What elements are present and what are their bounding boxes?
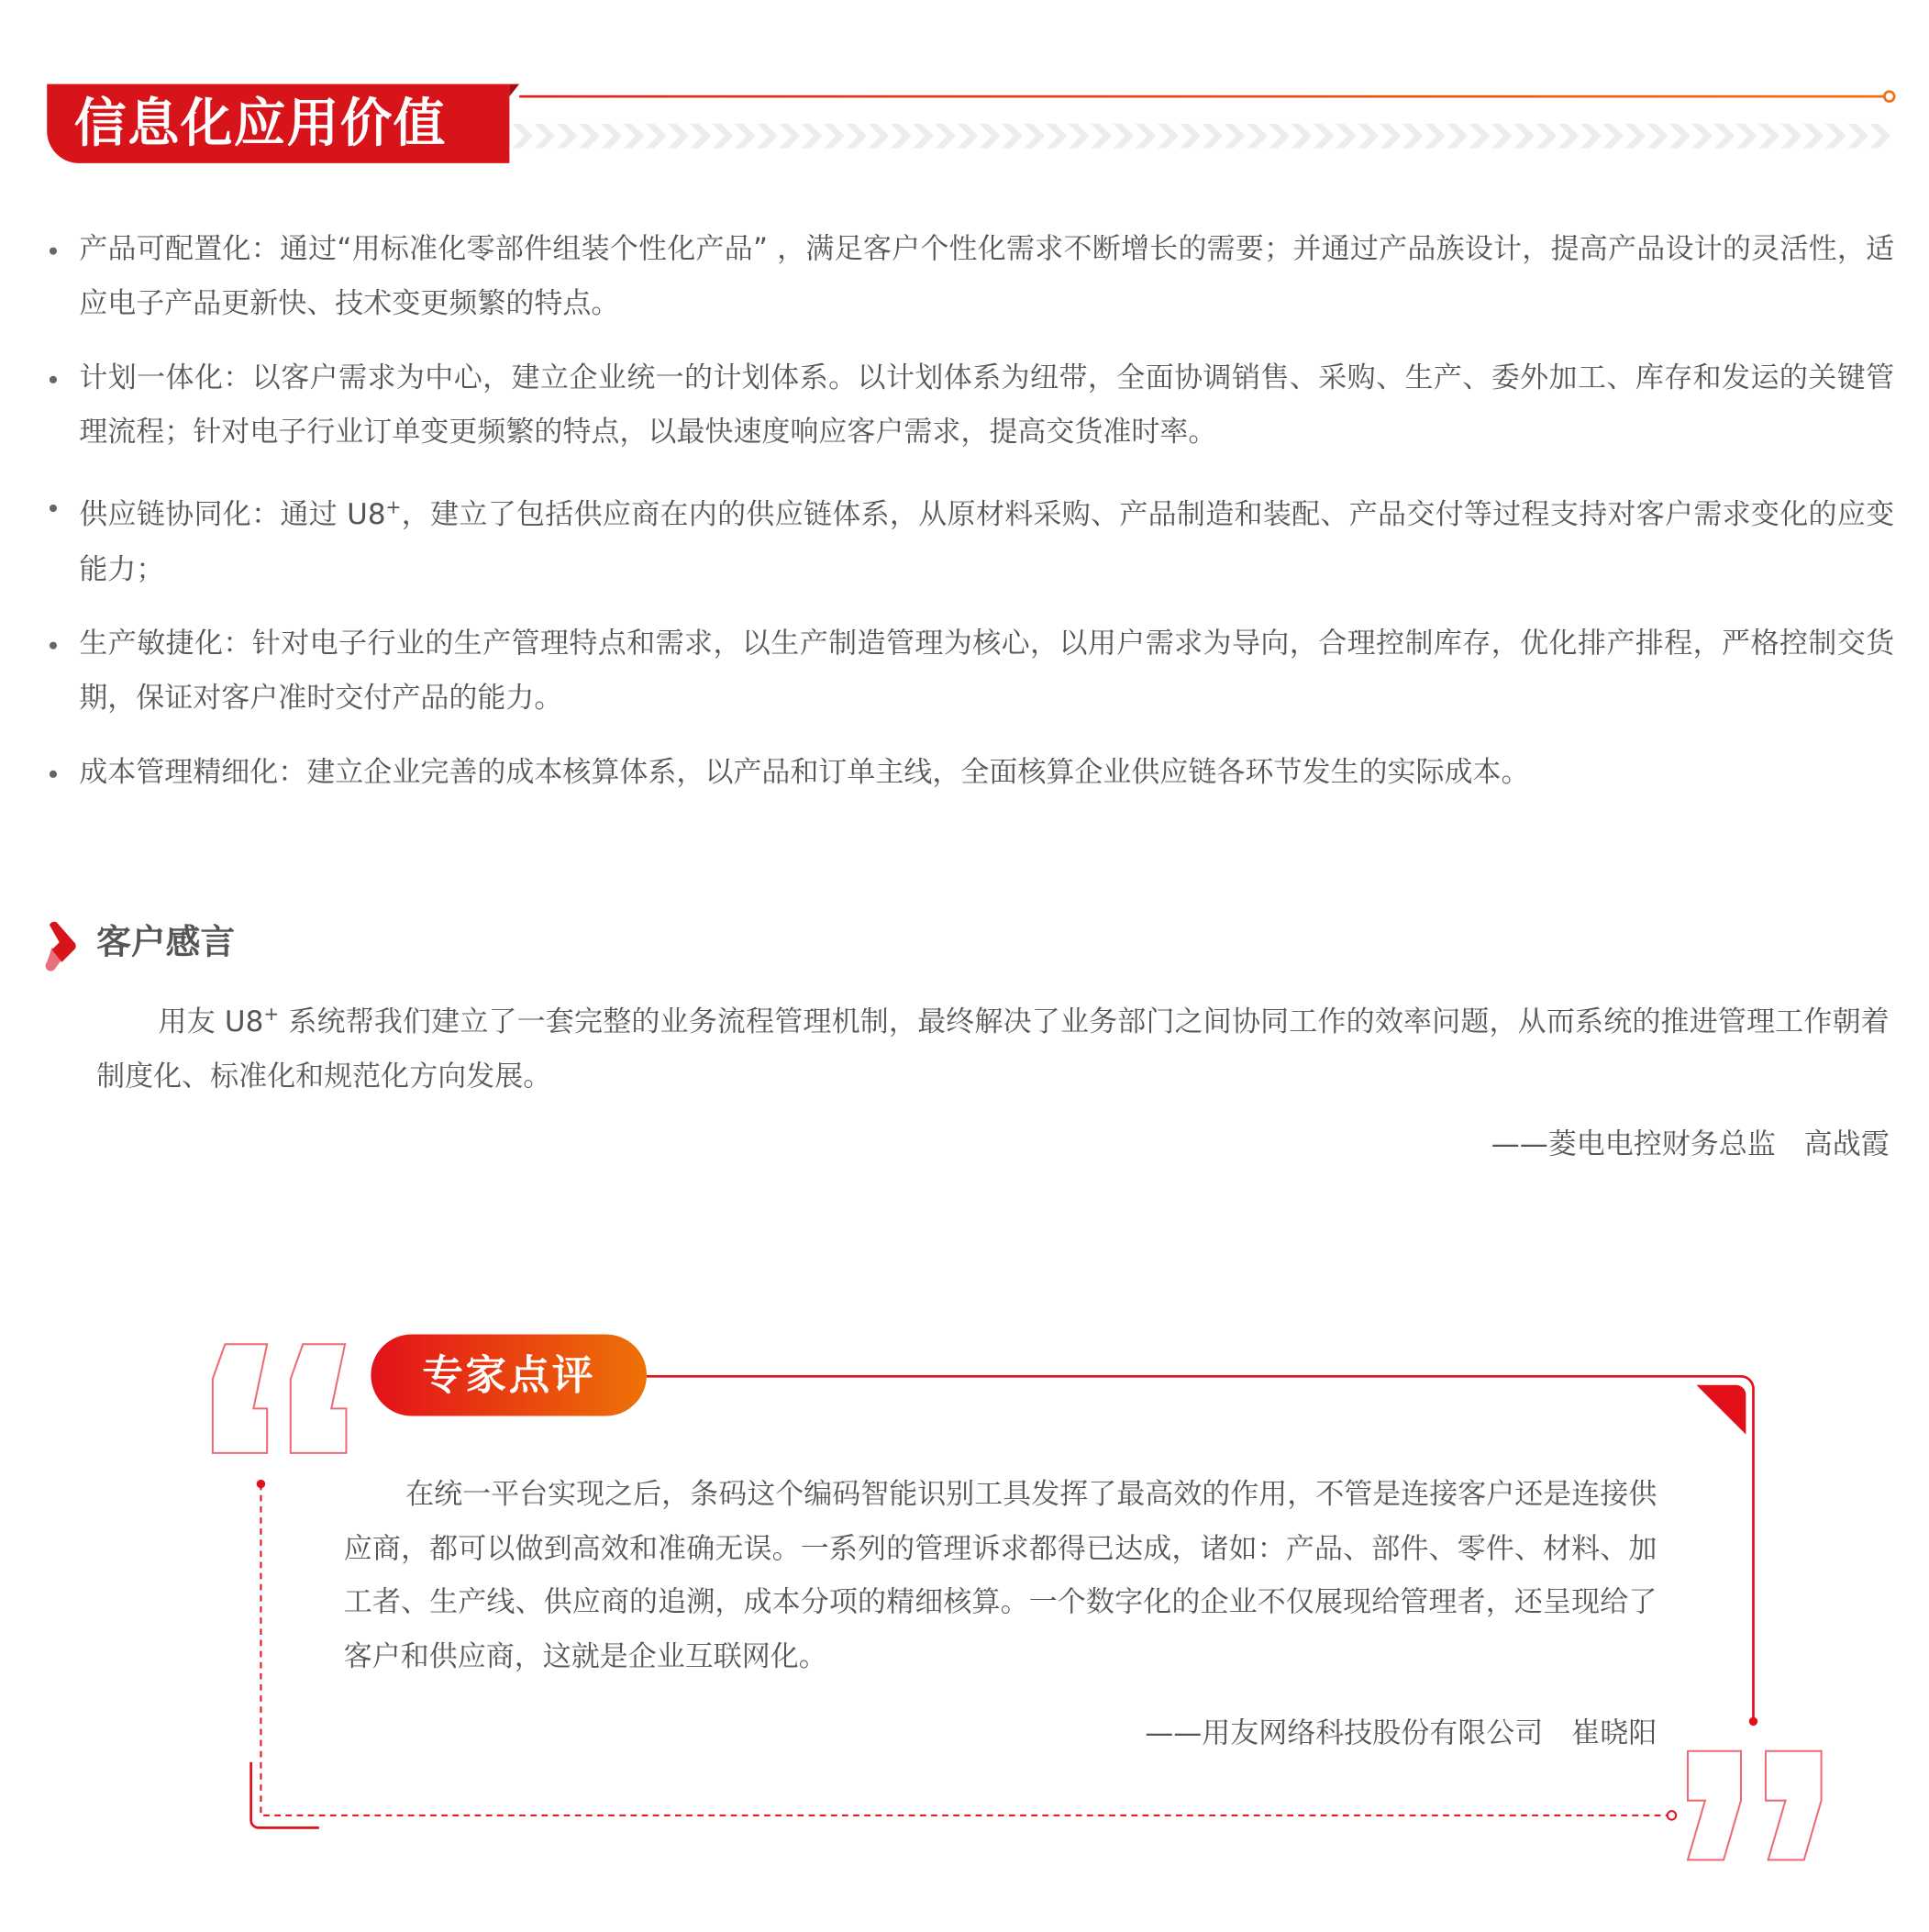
chevron-marker-icon — [45, 920, 82, 972]
bullet-item: 产品可配置化：通过“用标准化零部件组装个性化产品” ，满足客户个性化需求不断增长的需要；并通过产品族设计，提高产品设计的灵活性，适应电子产品更新快、技术变更频繁的特点。 — [50, 223, 1894, 332]
title-divider-line — [519, 95, 1884, 98]
chevron-pattern-decoration — [512, 124, 1891, 149]
customer-quote — [96, 987, 1890, 1105]
expert-heading: 专家点评 — [371, 1334, 647, 1416]
bullet-text: ，建立了包括供应商在内的供应链体系，从原材料采购、产品制造和装配、产品交付等过程支持对客户需求变化的应变能力； — [79, 499, 1895, 586]
bullet-item: 成本管理精细化：建立企业完善的成本核算体系，以产品和订单主线，全面核算企业供应链各环节发生的实际成本。 — [50, 745, 1894, 799]
title-fold-decoration — [509, 84, 519, 96]
bullet-text: 供应链协同化：通过 U8 — [79, 499, 386, 532]
value-bullet-list — [50, 223, 1894, 820]
corner-triangle — [1696, 1385, 1746, 1435]
bullet-item: 计划一体化：以客户需求为中心，建立企业统一的计划体系。以计划体系为纽带，全面协调销售、采购、生产、委外加工、库存和发运的关键管理流程；针对电子行业订单变更频繁的特点，以最快速度响应客户需求，提高交货准时率。 — [50, 351, 1894, 461]
line-end-circle-icon — [1883, 90, 1895, 102]
section-title: 信息化应用价值 — [47, 84, 509, 163]
close-quote-icon — [1688, 1751, 1822, 1860]
expert-attribution: ——用友网络科技股份有限公司 崔晓阳 — [1145, 1717, 1657, 1750]
customer-heading: 客户感言 — [96, 921, 236, 962]
superscript: + — [263, 1003, 280, 1026]
quote-text: 用友 U8 — [158, 1005, 264, 1038]
bullet-item: 生产敏捷化：针对电子行业的生产管理特点和需求，以生产制造管理为核心，以用户需求为导向，合理控制库存，优化排产排程，严格控制交货期，保证对客户准时交付产品的能力。 — [50, 616, 1894, 726]
bullet-item — [50, 480, 1894, 597]
superscript: + — [385, 495, 402, 518]
customer-attribution: ——菱电电控财务总监 高战霞 — [1491, 1128, 1890, 1161]
open-quote-icon — [213, 1344, 347, 1453]
expert-quote: 在统一平台实现之后，条码这个编码智能识别工具发挥了最高效的作用，不管是连接客户还是连接供应商，都可以做到高效和准确无误。一系列的管理诉求都得已达成，诸如：产品、部件、零件、材料、加工者、生产线、供应商的追溯，成本分项的精细核算。一个数字化的企业不仅展现给管理者，还呈现给了客户和供应商，这就是企业互联网化。 — [343, 1479, 1657, 1673]
quote-text: 系统帮我们建立了一套完整的业务流程管理机制，最终解决了业务部门之间协同工作的效率问题，从而系统的推进管理工作朝着制度化、标准化和规范化方向发展。 — [96, 1005, 1890, 1094]
